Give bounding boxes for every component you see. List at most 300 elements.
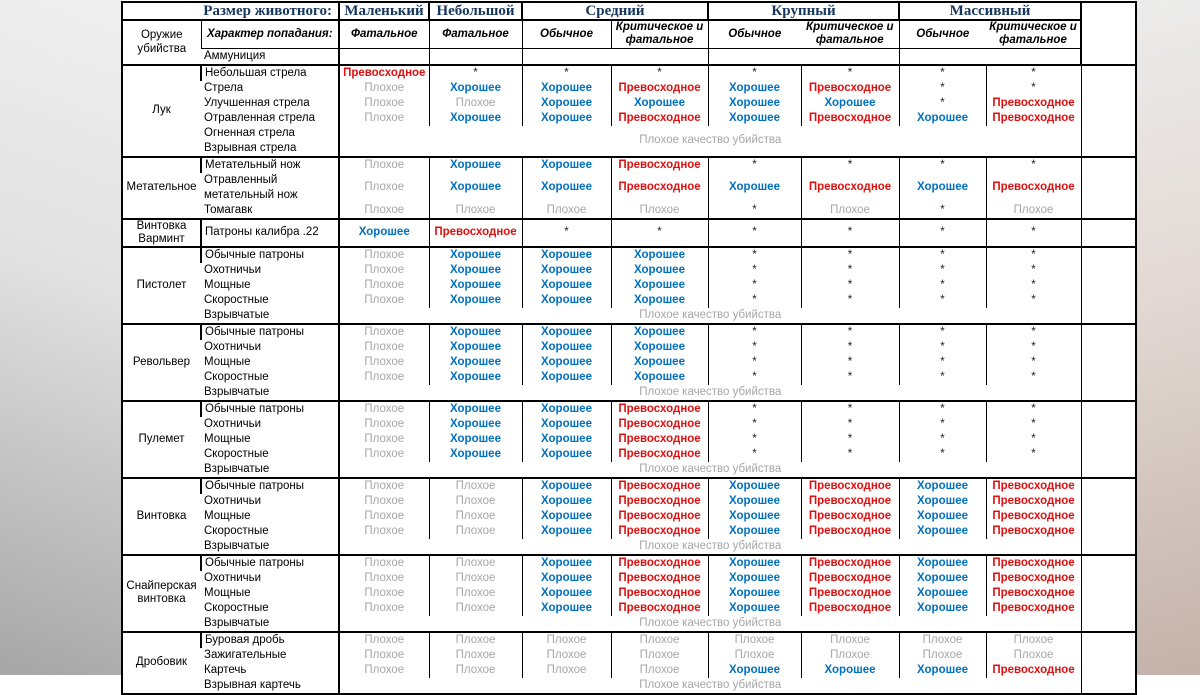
- quality-cell: Хорошее: [708, 478, 801, 494]
- size-row-label: Размер животного:: [203, 2, 332, 19]
- quality-cell: Хорошее: [522, 555, 611, 571]
- hit-row-label: Характер попадания:: [201, 20, 339, 48]
- quality-cell: Плохое: [429, 601, 522, 616]
- quality-cell: *: [708, 219, 801, 247]
- quality-cell: *: [899, 432, 986, 447]
- quality-cell: *: [708, 65, 801, 81]
- weapon-name: Метательное: [122, 157, 201, 219]
- quality-cell: Хорошее: [522, 247, 611, 263]
- ammo-name: Взрывчатые: [204, 385, 270, 398]
- quality-cell: Превосходное: [986, 601, 1081, 616]
- quality-cell: Плохое: [522, 663, 611, 678]
- hit-type-header: Критическое и фатальное: [986, 20, 1081, 48]
- quality-cell: *: [899, 447, 986, 462]
- quality-cell: Хорошее: [708, 111, 801, 126]
- ammo-name: Обычные патроны: [201, 555, 339, 571]
- quality-cell: Хорошее: [708, 494, 801, 509]
- quality-cell: Хорошее: [429, 447, 522, 462]
- quality-cell: Превосходное: [611, 447, 708, 462]
- quality-cell: Плохое: [339, 324, 429, 340]
- quality-cell: *: [801, 370, 899, 385]
- quality-cell: Плохое: [339, 203, 429, 219]
- quality-cell: *: [801, 401, 899, 417]
- quality-cell: Плохое: [429, 555, 522, 571]
- quality-cell: Хорошее: [899, 601, 986, 616]
- quality-cell: *: [899, 203, 986, 219]
- quality-cell: Плохое: [339, 173, 429, 203]
- ammo-name: Обычные патроны: [201, 247, 339, 263]
- quality-cell: Хорошее: [801, 663, 899, 678]
- quality-cell: *: [801, 247, 899, 263]
- kill-quality-table-wrap: [121, 1, 1137, 695]
- quality-cell: Хорошее: [899, 494, 986, 509]
- quality-cell: Превосходное: [611, 601, 708, 616]
- quality-cell: *: [899, 278, 986, 293]
- quality-cell: Хорошее: [611, 263, 708, 278]
- quality-cell: *: [708, 263, 801, 278]
- ammo-row-label: Аммуниция: [201, 48, 339, 65]
- quality-cell: Плохое: [801, 203, 899, 219]
- ammo-name: Скоростные: [204, 524, 269, 537]
- weapon-name: Пистолет: [122, 247, 201, 324]
- quality-cell: Плохое: [986, 203, 1081, 219]
- quality-cell: Хорошее: [522, 263, 611, 278]
- quality-cell: *: [801, 65, 899, 81]
- weapon-name: Лук: [122, 65, 201, 157]
- ammo-name: Скоростные: [204, 601, 269, 614]
- quality-cell: Плохое: [339, 478, 429, 494]
- quality-cell: *: [899, 96, 986, 111]
- quality-cell: Плохое: [429, 203, 522, 219]
- quality-cell: Превосходное: [611, 81, 708, 96]
- quality-cell: Хорошее: [522, 509, 611, 524]
- quality-cell: Хорошее: [611, 293, 708, 308]
- quality-cell: *: [522, 65, 611, 81]
- quality-cell: Плохое: [429, 632, 522, 648]
- quality-cell: Плохое: [429, 494, 522, 509]
- quality-cell: Хорошее: [522, 586, 611, 601]
- ammo-header-cell: [899, 48, 1081, 65]
- quality-cell: Хорошее: [522, 401, 611, 417]
- quality-cell: Плохое: [339, 263, 429, 278]
- quality-cell: *: [429, 65, 522, 81]
- quality-cell: *: [611, 65, 708, 81]
- quality-cell: Превосходное: [986, 509, 1081, 524]
- quality-cell: Хорошее: [708, 173, 801, 203]
- quality-cell: Превосходное: [339, 65, 429, 81]
- quality-cell: Плохое: [899, 648, 986, 663]
- quality-cell: *: [801, 324, 899, 340]
- quality-cell: Хорошее: [899, 524, 986, 539]
- quality-cell: Плохое: [429, 96, 522, 111]
- ammo-header-cell: [522, 48, 708, 65]
- quality-cell: *: [986, 65, 1081, 81]
- quality-cell: Плохое: [429, 478, 522, 494]
- ammo-name: Отравленная стрела: [204, 111, 316, 124]
- quality-cell: *: [899, 324, 986, 340]
- quality-cell: *: [899, 340, 986, 355]
- quality-cell: Плохое: [339, 370, 429, 385]
- quality-cell: Хорошее: [429, 173, 522, 203]
- quality-cell: Хорошее: [522, 324, 611, 340]
- quality-cell: Хорошее: [522, 96, 611, 111]
- ammo-name: Взрывчатые: [204, 616, 270, 629]
- quality-cell: Плохое: [708, 648, 801, 663]
- quality-cell: *: [986, 247, 1081, 263]
- kill-quality-note: Плохое качество убийства: [339, 616, 1081, 632]
- quality-cell: Плохое: [986, 648, 1081, 663]
- quality-cell: *: [899, 65, 986, 81]
- ammo-name: Скоростные: [204, 293, 269, 306]
- quality-cell: Плохое: [339, 555, 429, 571]
- quality-cell: Хорошее: [429, 432, 522, 447]
- quality-cell: Превосходное: [611, 571, 708, 586]
- quality-cell: Плохое: [339, 632, 429, 648]
- size-group-header: Крупный: [708, 2, 899, 20]
- weapon-name: Винтовка Варминт: [122, 219, 201, 247]
- end-spacer: [1081, 247, 1136, 324]
- size-group-header: Массивный: [899, 2, 1081, 20]
- quality-cell: Превосходное: [611, 432, 708, 447]
- quality-cell: *: [801, 355, 899, 370]
- quality-cell: *: [801, 219, 899, 247]
- ammo-name: Метательный нож: [201, 157, 339, 173]
- quality-cell: Превосходное: [986, 555, 1081, 571]
- quality-cell: Хорошее: [899, 586, 986, 601]
- quality-cell: Хорошее: [522, 81, 611, 96]
- quality-cell: *: [708, 370, 801, 385]
- end-spacer: [1081, 478, 1136, 555]
- weapon-name: Пулемет: [122, 401, 201, 478]
- quality-cell: *: [986, 401, 1081, 417]
- kill-quality-note: Плохое качество убийства: [339, 462, 1081, 478]
- quality-cell: *: [899, 157, 986, 173]
- quality-cell: Хорошее: [429, 278, 522, 293]
- quality-cell: *: [801, 293, 899, 308]
- quality-cell: Плохое: [429, 648, 522, 663]
- quality-cell: *: [899, 355, 986, 370]
- quality-cell: *: [801, 447, 899, 462]
- quality-cell: Превосходное: [801, 509, 899, 524]
- quality-cell: *: [899, 247, 986, 263]
- ammo-name: Картечь: [204, 663, 247, 676]
- quality-cell: Хорошее: [522, 370, 611, 385]
- quality-cell: Хорошее: [708, 81, 801, 96]
- quality-cell: Плохое: [801, 648, 899, 663]
- ammo-header-cell: [708, 48, 899, 65]
- kill-quality-note: Плохое качество убийства: [339, 126, 1081, 157]
- quality-cell: Хорошее: [522, 417, 611, 432]
- quality-cell: Плохое: [339, 417, 429, 432]
- quality-cell: *: [986, 340, 1081, 355]
- ammo-name: Взрывчатые: [204, 462, 270, 475]
- quality-cell: Превосходное: [986, 96, 1081, 111]
- ammo-name: Скоростные: [204, 370, 269, 383]
- quality-cell: Превосходное: [611, 157, 708, 173]
- quality-cell: Хорошее: [429, 370, 522, 385]
- quality-cell: Плохое: [339, 648, 429, 663]
- quality-cell: Хорошее: [708, 571, 801, 586]
- ammo-header-cell: [339, 48, 429, 65]
- ammo-name: Охотничьи: [204, 417, 262, 430]
- end-spacer: [1081, 65, 1136, 157]
- ammo-name: Мощные: [204, 586, 251, 599]
- ammo-name: Улучшенная стрела: [204, 96, 310, 109]
- quality-cell: Плохое: [429, 524, 522, 539]
- ammo-name: Отравленный метательный нож: [204, 173, 298, 201]
- quality-cell: *: [522, 219, 611, 247]
- quality-cell: Хорошее: [708, 96, 801, 111]
- size-group-header: Средний: [522, 2, 708, 20]
- quality-cell: *: [708, 401, 801, 417]
- quality-cell: Плохое: [339, 81, 429, 96]
- quality-cell: Превосходное: [801, 173, 899, 203]
- quality-cell: Плохое: [611, 203, 708, 219]
- hit-type-header: Обычное: [522, 20, 611, 48]
- quality-cell: Превосходное: [611, 478, 708, 494]
- quality-cell: Плохое: [339, 401, 429, 417]
- quality-cell: Плохое: [611, 663, 708, 678]
- quality-cell: Плохое: [429, 663, 522, 678]
- quality-cell: Плохое: [522, 648, 611, 663]
- quality-cell: *: [708, 157, 801, 173]
- quality-cell: Превосходное: [986, 663, 1081, 678]
- quality-cell: Хорошее: [708, 663, 801, 678]
- quality-cell: Хорошее: [429, 401, 522, 417]
- quality-cell: Превосходное: [986, 586, 1081, 601]
- ammo-name: Скоростные: [204, 447, 269, 460]
- quality-cell: *: [708, 203, 801, 219]
- quality-cell: Хорошее: [708, 555, 801, 571]
- end-spacer: [1081, 632, 1136, 694]
- quality-cell: Плохое: [522, 632, 611, 648]
- quality-cell: *: [899, 417, 986, 432]
- quality-cell: Превосходное: [801, 111, 899, 126]
- quality-cell: Хорошее: [899, 509, 986, 524]
- quality-cell: *: [899, 401, 986, 417]
- quality-cell: Хорошее: [429, 81, 522, 96]
- quality-cell: Хорошее: [429, 417, 522, 432]
- quality-cell: *: [708, 293, 801, 308]
- quality-cell: Превосходное: [801, 571, 899, 586]
- weapon-column-header: Оружие убийства: [122, 20, 201, 65]
- quality-cell: *: [708, 340, 801, 355]
- quality-cell: *: [801, 278, 899, 293]
- quality-cell: Хорошее: [899, 173, 986, 203]
- page-right-gradient: [1135, 0, 1200, 675]
- quality-cell: Хорошее: [522, 111, 611, 126]
- quality-cell: Хорошее: [522, 524, 611, 539]
- quality-cell: Плохое: [339, 355, 429, 370]
- weapon-name: Револьвер: [122, 324, 201, 401]
- hit-type-header: Фатальное: [429, 20, 522, 48]
- quality-cell: Хорошее: [522, 494, 611, 509]
- quality-cell: Плохое: [339, 278, 429, 293]
- kill-quality-note: Плохое качество убийства: [339, 678, 1081, 694]
- quality-cell: Хорошее: [611, 247, 708, 263]
- quality-cell: Плохое: [429, 509, 522, 524]
- quality-cell: Плохое: [339, 586, 429, 601]
- quality-cell: Хорошее: [522, 601, 611, 616]
- quality-cell: Хорошее: [522, 173, 611, 203]
- quality-cell: Плохое: [339, 432, 429, 447]
- quality-cell: *: [801, 340, 899, 355]
- quality-cell: Хорошее: [522, 478, 611, 494]
- end-spacer: [1081, 219, 1136, 247]
- ammo-name: Охотничьи: [204, 494, 262, 507]
- quality-cell: *: [708, 247, 801, 263]
- quality-cell: Хорошее: [611, 370, 708, 385]
- ammo-name: Мощные: [204, 432, 251, 445]
- quality-cell: Хорошее: [708, 524, 801, 539]
- hit-type-header: Фатальное: [339, 20, 429, 48]
- quality-cell: Превосходное: [986, 494, 1081, 509]
- ammo-name: Мощные: [204, 278, 251, 291]
- kill-quality-table: [121, 1, 1137, 695]
- quality-cell: Плохое: [429, 571, 522, 586]
- hit-type-header: Обычное: [708, 20, 801, 48]
- ammo-name: Зажигательные: [204, 648, 287, 661]
- quality-cell: Превосходное: [611, 173, 708, 203]
- quality-cell: Хорошее: [899, 571, 986, 586]
- ammo-name: Буровая дробь: [201, 632, 339, 648]
- quality-cell: *: [899, 219, 986, 247]
- quality-cell: Превосходное: [801, 555, 899, 571]
- quality-cell: Хорошее: [899, 111, 986, 126]
- quality-cell: Хорошее: [611, 96, 708, 111]
- quality-cell: Превосходное: [801, 524, 899, 539]
- kill-quality-note: Плохое качество убийства: [339, 308, 1081, 324]
- quality-cell: Плохое: [801, 632, 899, 648]
- quality-cell: Хорошее: [429, 157, 522, 173]
- quality-cell: *: [801, 432, 899, 447]
- kill-quality-note: Плохое качество убийства: [339, 539, 1081, 555]
- quality-cell: Хорошее: [611, 324, 708, 340]
- quality-cell: Хорошее: [611, 340, 708, 355]
- quality-cell: Превосходное: [801, 478, 899, 494]
- ammo-name: Взрывная картечь: [204, 678, 301, 691]
- size-group-header: Маленький: [339, 2, 429, 20]
- quality-cell: Превосходное: [986, 478, 1081, 494]
- quality-cell: Превосходное: [801, 586, 899, 601]
- quality-cell: Хорошее: [611, 278, 708, 293]
- quality-cell: Хорошее: [708, 586, 801, 601]
- quality-cell: Хорошее: [611, 355, 708, 370]
- quality-cell: *: [801, 263, 899, 278]
- quality-cell: *: [801, 417, 899, 432]
- quality-cell: *: [986, 293, 1081, 308]
- page-left-gradient: [0, 0, 121, 675]
- quality-cell: *: [899, 263, 986, 278]
- quality-cell: Хорошее: [522, 340, 611, 355]
- quality-cell: *: [899, 293, 986, 308]
- quality-cell: Плохое: [429, 586, 522, 601]
- quality-cell: Превосходное: [801, 81, 899, 96]
- quality-cell: Хорошее: [429, 263, 522, 278]
- end-spacer: [1081, 157, 1136, 219]
- quality-cell: Плохое: [339, 157, 429, 173]
- kill-quality-note: Плохое качество убийства: [339, 385, 1081, 401]
- quality-cell: *: [611, 219, 708, 247]
- quality-cell: Превосходное: [611, 401, 708, 417]
- quality-cell: Плохое: [522, 203, 611, 219]
- quality-cell: *: [986, 417, 1081, 432]
- ammo-name: Огненная стрела Взрывная стрела: [204, 126, 297, 154]
- quality-cell: Превосходное: [611, 494, 708, 509]
- quality-cell: Превосходное: [986, 524, 1081, 539]
- quality-cell: Хорошее: [522, 278, 611, 293]
- quality-cell: *: [986, 355, 1081, 370]
- quality-cell: Плохое: [899, 632, 986, 648]
- ammo-name: Охотничьи: [204, 340, 262, 353]
- ammo-name: Небольшая стрела: [201, 65, 339, 81]
- hit-type-header: Критическое и фатальное: [611, 20, 708, 48]
- quality-cell: Плохое: [708, 632, 801, 648]
- ammo-name: Охотничьи: [204, 263, 262, 276]
- quality-cell: *: [899, 370, 986, 385]
- quality-cell: Хорошее: [899, 478, 986, 494]
- ammo-name: Стрела: [204, 81, 244, 94]
- ammo-name: Взрывчатые: [204, 308, 270, 321]
- quality-cell: *: [708, 355, 801, 370]
- quality-cell: *: [708, 324, 801, 340]
- quality-cell: Превосходное: [801, 601, 899, 616]
- quality-cell: Превосходное: [986, 111, 1081, 126]
- quality-cell: Превосходное: [801, 494, 899, 509]
- weapon-name: Винтовка: [122, 478, 201, 555]
- quality-cell: Хорошее: [429, 293, 522, 308]
- weapon-name: Снайперская винтовка: [122, 555, 201, 632]
- quality-cell: Хорошее: [429, 111, 522, 126]
- quality-cell: Плохое: [339, 247, 429, 263]
- quality-cell: *: [986, 278, 1081, 293]
- quality-cell: Плохое: [339, 601, 429, 616]
- quality-cell: Хорошее: [339, 219, 429, 247]
- quality-cell: *: [708, 432, 801, 447]
- quality-cell: Хорошее: [522, 157, 611, 173]
- quality-cell: Превосходное: [611, 586, 708, 601]
- ammo-header-cell: [429, 48, 522, 65]
- end-spacer: [1081, 2, 1136, 65]
- quality-cell: Хорошее: [708, 601, 801, 616]
- quality-cell: Плохое: [339, 509, 429, 524]
- ammo-name: Обычные патроны: [201, 324, 339, 340]
- quality-cell: Хорошее: [708, 509, 801, 524]
- ammo-name: Обычные патроны: [201, 478, 339, 494]
- ammo-name: Мощные: [204, 355, 251, 368]
- quality-cell: Плохое: [611, 632, 708, 648]
- quality-cell: Превосходное: [611, 509, 708, 524]
- quality-cell: *: [986, 324, 1081, 340]
- quality-cell: Превосходное: [611, 417, 708, 432]
- ammo-name: Томагавк: [204, 203, 253, 216]
- size-group-header: Небольшой: [429, 2, 522, 20]
- quality-cell: Хорошее: [522, 293, 611, 308]
- quality-cell: Хорошее: [429, 324, 522, 340]
- quality-cell: Хорошее: [522, 571, 611, 586]
- quality-cell: Хорошее: [899, 663, 986, 678]
- quality-cell: *: [708, 417, 801, 432]
- quality-cell: *: [986, 81, 1081, 96]
- quality-cell: *: [708, 278, 801, 293]
- quality-cell: *: [899, 81, 986, 96]
- hit-type-header: Критическое и фатальное: [801, 20, 899, 48]
- quality-cell: Плохое: [339, 571, 429, 586]
- quality-cell: Хорошее: [801, 96, 899, 111]
- quality-cell: Превосходное: [429, 219, 522, 247]
- end-spacer: [1081, 401, 1136, 478]
- quality-cell: Плохое: [611, 648, 708, 663]
